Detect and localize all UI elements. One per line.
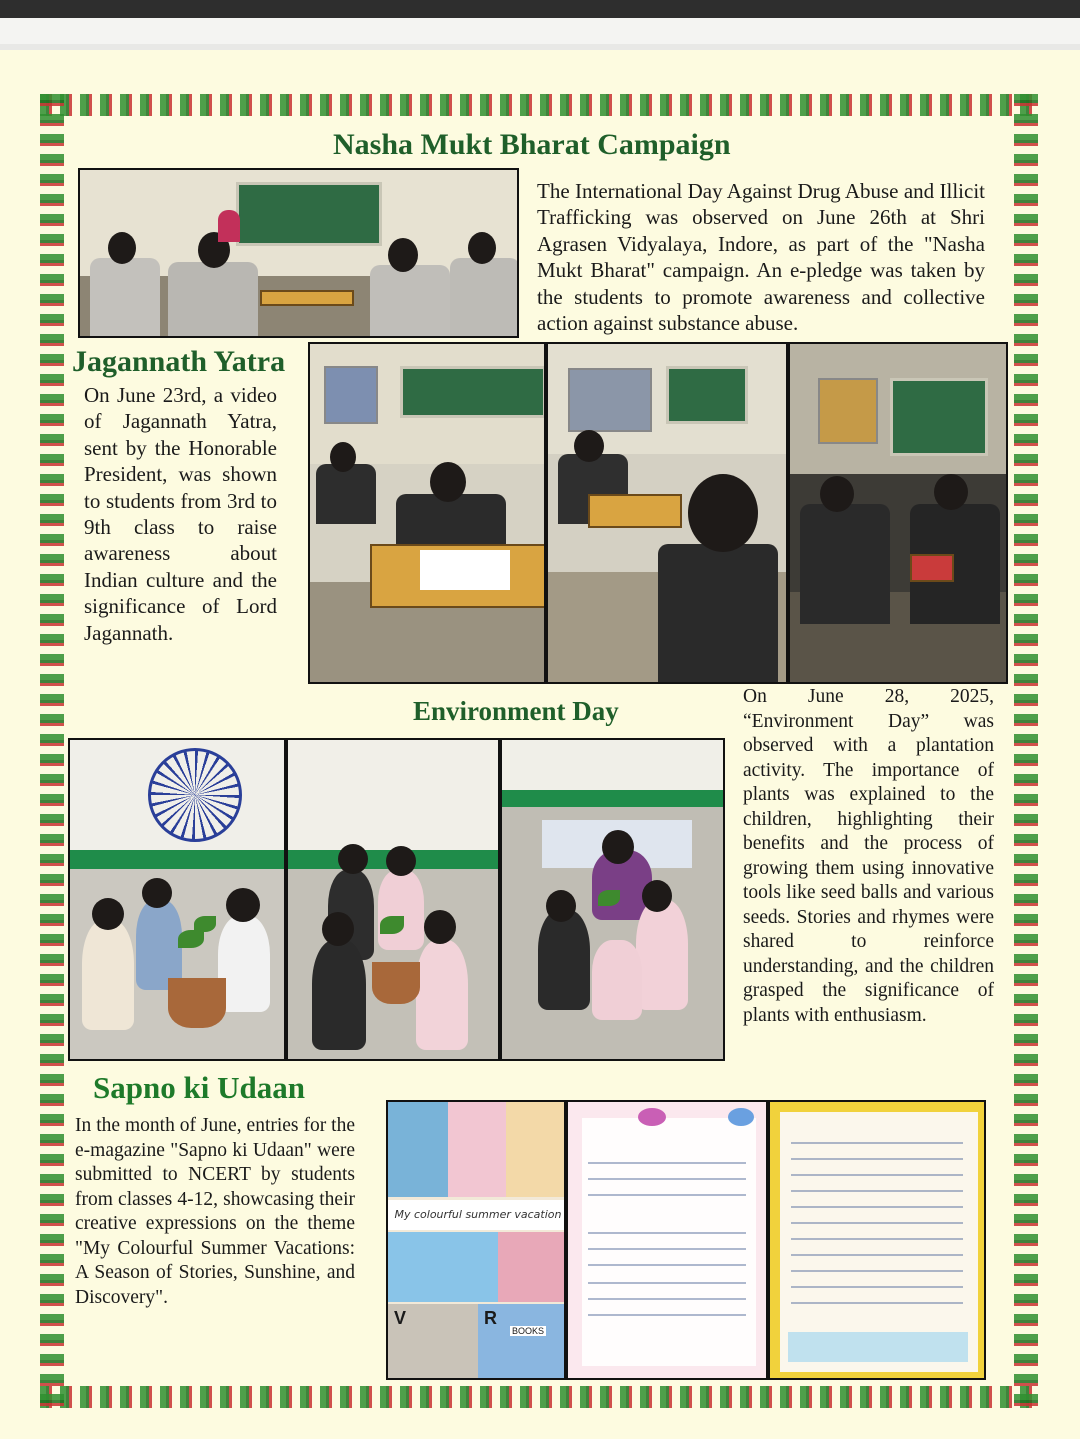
environment-photo-1 (68, 738, 286, 1061)
nasha-classroom-photo (78, 168, 519, 338)
drawing-books-label: BOOKS (512, 1326, 545, 1336)
jagannath-photo-1 (308, 342, 546, 684)
environment-paragraph: On June 28, 2025, “Environment Day” was observed with a plantation activity. The importance of plants was explained to the children, highlighting their benefits and the process of growing them using innovative tools like seed balls and various seeds. Stories and rhymes were shared to reinforce understanding, and the children grasped the significance of plants with enthusiasm. (743, 686, 994, 1026)
environment-photo-3 (500, 738, 725, 1061)
jagannath-heading: Jagannath Yatra (72, 345, 286, 378)
nasha-paragraph: The International Day Against Drug Abuse and Illicit Trafficking was observed on June 26th at Shri Agrasen Vidyalaya, Indore, as part of the "Nasha Mukt Bharat" campaign. An e-pledge was taken by the students to promote awareness and collective action against substance abuse. (537, 179, 985, 336)
drawing-letter-v: V (394, 1308, 407, 1328)
sapno-paragraph: In the month of June, entries for the e-magazine "Sapno ki Udaan" were submitted to NCERT by students from classes 4-12, showcasing their creative expressions on the theme "My Colourful Summer Vacations: A Season of Stories, Sunshine, and Discovery". (75, 1115, 355, 1308)
drawing-letter-r: R (484, 1308, 497, 1328)
sapno-letter-2 (768, 1100, 986, 1380)
environment-photo-2 (286, 738, 500, 1061)
top-status-bar (0, 0, 1080, 18)
holly-border-right (1014, 94, 1038, 1408)
sapno-heading: Sapno ki Udaan (93, 1070, 305, 1105)
jagannath-photo-3 (788, 342, 1008, 684)
sapno-letter-1 (566, 1100, 768, 1380)
drawing-caption: My colourful summer vacation (388, 1200, 566, 1230)
nasha-heading: Nasha Mukt Bharat Campaign (333, 128, 731, 161)
holly-border-top (40, 94, 1040, 116)
jagannath-paragraph: On June 23rd, a video of Jagannath Yatra, sent by the Honorable President, was shown to students from 3rd to 9th class to raise awareness about Indian culture and the significance of Lord Jagannath. (84, 383, 277, 645)
jagannath-photo-2 (546, 342, 788, 684)
top-divider (0, 44, 1080, 50)
holly-border-bottom (40, 1386, 1040, 1408)
sapno-drawing-1 (386, 1100, 566, 1380)
holly-border-left (40, 94, 64, 1408)
environment-heading: Environment Day (413, 696, 619, 726)
